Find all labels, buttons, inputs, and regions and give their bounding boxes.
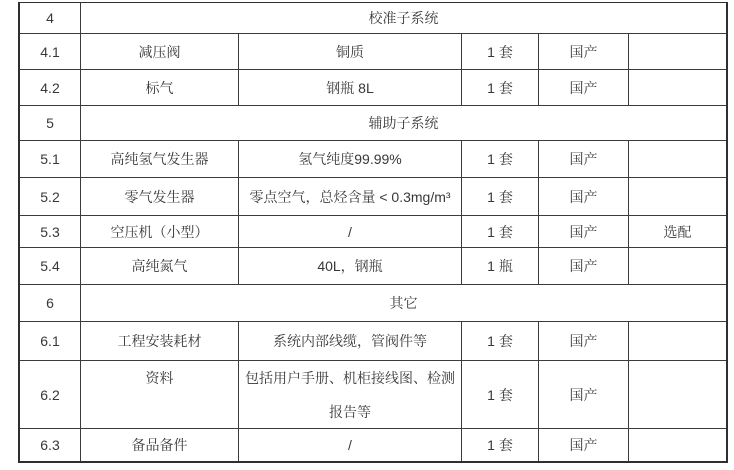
item-name-cell: 标气 [80, 70, 238, 105]
table-row [20, 321, 726, 360]
section-row [20, 3, 726, 33]
row-number-cell: 4.2 [40, 79, 60, 96]
spec-cell: 零点空气，总烃含量 < 0.3mg/m³ [238, 178, 461, 215]
spec-cell: 氢气纯度99.99% [238, 141, 461, 177]
remark-cell [628, 322, 726, 360]
remark-cell [628, 34, 726, 69]
spec-cell: 包括用户手册、机柜接线图、检测报告等 [238, 361, 461, 428]
quantity-cell: 1 套 [461, 361, 538, 428]
remark-cell [628, 248, 726, 284]
table-row [20, 215, 726, 247]
row-number-cell: 6.3 [40, 437, 60, 453]
quantity-cell: 1 瓶 [461, 248, 538, 284]
remark-cell [628, 141, 726, 177]
origin-cell: 国产 [538, 70, 628, 105]
table-row [20, 33, 726, 69]
section-row [20, 284, 726, 321]
row-number-cell: 5.3 [40, 223, 60, 240]
remark-cell [628, 361, 726, 428]
quantity-cell: 1 套 [461, 178, 538, 215]
spec-table [18, 2, 728, 463]
row-number-cell: 5.4 [40, 258, 60, 274]
quantity-cell: 1 套 [461, 429, 538, 461]
remark-cell [628, 178, 726, 215]
section-row [20, 105, 726, 140]
item-name-cell: 零气发生器 [80, 178, 238, 215]
spec-cell: 铜质 [238, 34, 461, 69]
item-name-cell: 工程安装耗材 [80, 322, 238, 360]
table-row [20, 247, 726, 284]
row-number-cell: 6 [46, 295, 54, 311]
row-number-cell: 5 [46, 115, 54, 131]
item-name-cell: 高纯氢气发生器 [80, 141, 238, 177]
remark-cell [628, 70, 726, 105]
spec-cell: 钢瓶 8L [238, 70, 461, 105]
origin-cell: 国产 [538, 322, 628, 360]
spec-cell: 40L，钢瓶 [238, 248, 461, 284]
origin-cell: 国产 [538, 248, 628, 284]
quantity-cell: 1 套 [461, 70, 538, 105]
table-row [20, 428, 726, 461]
row-number-cell: 5.2 [40, 188, 60, 205]
origin-cell: 国产 [538, 178, 628, 215]
table-row [20, 140, 726, 177]
origin-cell: 国产 [538, 216, 628, 247]
origin-cell: 国产 [538, 429, 628, 461]
spec-cell: / [238, 429, 461, 461]
spec-cell: 系统内部线缆，管阀件等 [238, 322, 461, 360]
section-title-cell: 其它 [80, 285, 726, 321]
remark-cell: 选配 [628, 216, 726, 247]
quantity-cell: 1 套 [461, 216, 538, 247]
quantity-cell: 1 套 [461, 322, 538, 360]
row-number-cell: 4 [46, 10, 54, 26]
remark-cell [628, 429, 726, 461]
table-row [20, 360, 726, 428]
table-row [20, 177, 726, 215]
quantity-cell: 1 套 [461, 34, 538, 69]
table-row [20, 69, 726, 105]
item-name-cell: 资料 [80, 361, 238, 428]
row-number-cell: 6.1 [40, 333, 60, 349]
row-number-cell: 4.1 [40, 43, 60, 60]
section-title-cell: 校准子系统 [80, 3, 726, 33]
origin-cell: 国产 [538, 361, 628, 428]
origin-cell: 国产 [538, 141, 628, 177]
item-name-cell: 备品备件 [80, 429, 238, 461]
quantity-cell: 1 套 [461, 141, 538, 177]
item-name-cell: 空压机（小型） [80, 216, 238, 247]
row-number-cell: 6.2 [40, 386, 60, 403]
section-title-cell: 辅助子系统 [80, 106, 726, 140]
item-name-cell: 高纯氮气 [80, 248, 238, 284]
spec-cell: / [238, 216, 461, 247]
item-name-cell: 减压阀 [80, 34, 238, 69]
origin-cell: 国产 [538, 34, 628, 69]
row-number-cell: 5.1 [40, 151, 60, 167]
